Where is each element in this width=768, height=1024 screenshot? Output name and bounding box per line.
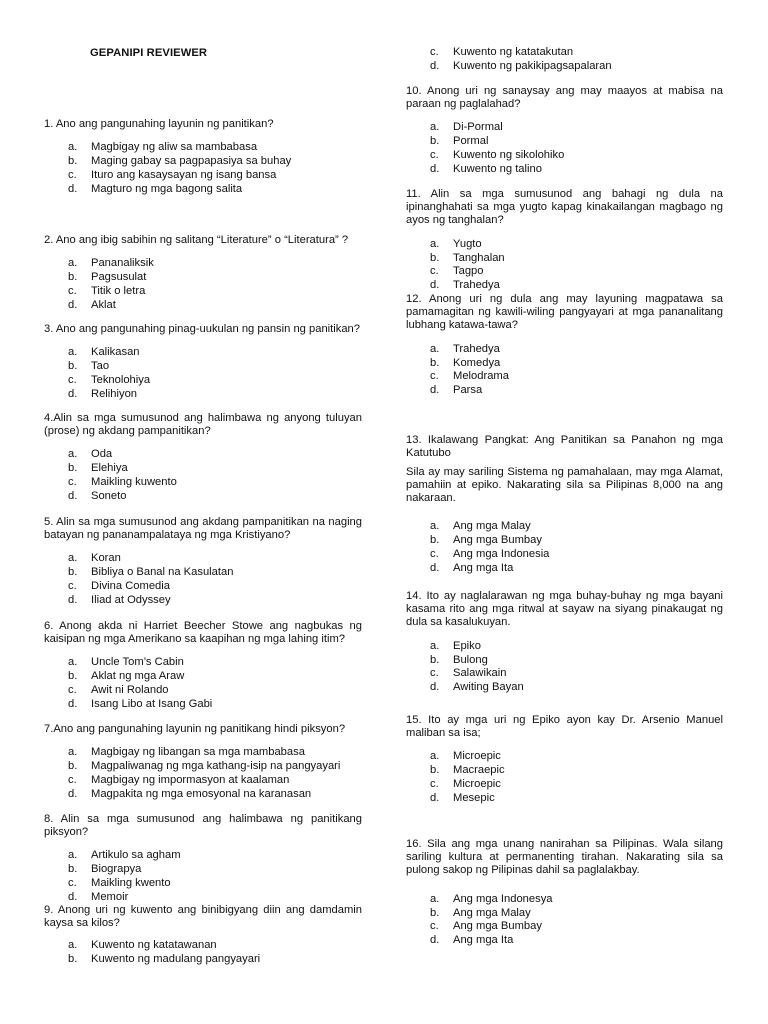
option-text: Titik o letra	[91, 285, 146, 298]
option	[406, 135, 723, 149]
question-9-continued	[406, 46, 723, 74]
option-letter: c.	[430, 667, 439, 680]
question-text: 2. Ano ang ibig sabihin ng salitang “Literature” o “Literatura” ?	[44, 234, 349, 246]
option	[44, 346, 362, 360]
option-letter: a.	[430, 237, 440, 250]
option-letter: b.	[68, 566, 78, 579]
question-text: 9. Anong uri ng kuwento ang binibigyang diin ang damdamin kaysa sa kilos?	[44, 904, 362, 930]
option-letter: c.	[68, 169, 77, 182]
option-letter: c.	[430, 370, 439, 383]
section-paragraph: Sila ay may sariling Sistema ng pamahalaan, may mga Alamat, pamahiin at epiko. Nakarating sila sa Pilipinas 8,000 na ang nakaraan.	[406, 466, 723, 505]
option-text: Ang mga Indonesya	[453, 892, 553, 905]
question-text: 11. Alin sa mga sumusunod ang bahagi ng dula na ipinanghahati sa mga yugto kapag kinakailangan magbago ng ayos ng tanghalan?	[406, 188, 723, 227]
option-letter: a.	[68, 746, 78, 759]
option	[44, 877, 362, 891]
option-letter: a.	[430, 892, 440, 905]
option	[406, 149, 723, 163]
option-text: Di-Pormal	[453, 121, 503, 134]
option	[406, 640, 723, 654]
option-letter: b.	[68, 670, 78, 683]
option-letter: b.	[68, 760, 78, 773]
option-letter: c.	[430, 46, 439, 58]
option	[44, 670, 362, 684]
option-text: Ang mga Indonesia	[453, 547, 550, 560]
option-text: Divina Comedia	[91, 580, 170, 593]
option-text: Pagsusulat	[91, 271, 147, 284]
option-text: Maikling kwento	[91, 877, 171, 890]
option-text: Kalikasan	[91, 346, 140, 359]
question-8	[44, 813, 362, 905]
option-text: Teknolohiya	[91, 374, 151, 387]
option	[44, 552, 362, 566]
question-10	[406, 85, 723, 177]
option-text: Salawikain	[453, 667, 507, 680]
option	[406, 893, 723, 907]
option-letter: d.	[430, 384, 440, 397]
option-text: Tanghalan	[453, 251, 505, 264]
option	[44, 257, 362, 271]
option-text: Kuwento ng katatakutan	[453, 46, 574, 58]
question-14	[406, 590, 723, 695]
option-letter: b.	[68, 360, 78, 373]
option-text: Parsa	[453, 384, 483, 397]
option-letter: c.	[68, 476, 77, 489]
option	[406, 934, 723, 948]
option	[44, 462, 362, 476]
option-text: Pananaliksik	[91, 257, 154, 270]
question-1	[44, 118, 362, 197]
options-list	[44, 746, 362, 802]
option-letter: a.	[68, 849, 78, 862]
option	[406, 654, 723, 668]
option	[406, 121, 723, 135]
option-letter: c.	[430, 149, 439, 162]
options-list	[406, 640, 723, 696]
option	[44, 939, 362, 953]
option-text: Microepic	[453, 750, 501, 763]
option-text: Ituro ang kasaysayan ng isang bansa	[91, 169, 277, 182]
option	[406, 279, 723, 293]
option	[44, 299, 362, 313]
options-list	[44, 939, 362, 967]
question-7	[44, 723, 362, 802]
option-text: Komedya	[453, 356, 501, 369]
question-text: 1. Ano ang pangunahing layunin ng panitikan?	[44, 118, 274, 130]
option-text: Bulong	[453, 653, 488, 666]
option	[44, 746, 362, 760]
option-letter: a.	[68, 141, 78, 154]
question-3	[44, 323, 362, 402]
option	[406, 778, 723, 792]
option	[406, 792, 723, 806]
question-text: 14. Ito ay naglalarawan ng mga buhay-buhay ng mga bayani kasama rito ang mga ritwal at sayaw na siyang pinakaugat ng dula sa kasalukuyan.	[406, 590, 723, 629]
option-letter: d.	[68, 387, 78, 400]
options-list	[406, 238, 723, 294]
option-text: Magbigay ng impormasyon at kaalaman	[91, 774, 290, 787]
option-text: Kuwento ng talino	[453, 163, 542, 176]
option-text: Trahedya	[453, 279, 500, 292]
option-text: Microepic	[453, 778, 501, 791]
option	[44, 169, 362, 183]
option	[44, 374, 362, 388]
option-text: Ang mga Malay	[453, 520, 531, 532]
question-text: 6. Anong akda ni Harriet Beecher Stowe ang nagbukas ng kaisipan ng mga Amerikano sa kaapihan ng mga lahing itim?	[44, 620, 362, 646]
option	[406, 357, 723, 371]
option-letter: c.	[68, 374, 77, 387]
option-letter: d.	[68, 182, 78, 195]
option-letter: d.	[430, 681, 440, 694]
option-letter: b.	[430, 764, 440, 777]
option	[44, 285, 362, 299]
option-letter: a.	[68, 656, 78, 669]
question-12	[406, 293, 723, 398]
option	[44, 774, 362, 788]
option-text: Kuwento ng madulang pangyayari	[91, 953, 261, 966]
option	[44, 698, 362, 712]
question-15	[406, 714, 723, 806]
option-letter: a.	[68, 346, 78, 359]
option-letter: c.	[68, 285, 77, 298]
option-letter: d.	[68, 891, 78, 904]
option-text: Relihiyon	[91, 387, 138, 400]
option-letter: b.	[68, 462, 78, 475]
option	[44, 788, 362, 802]
option	[406, 265, 723, 279]
question-text: 8. Alin sa mga sumusunod ang halimbawa ng panitikang piksyon?	[44, 813, 362, 839]
options-list	[44, 448, 362, 504]
option	[44, 183, 362, 197]
option-text: Maging gabay sa pagpapasiya sa buhay	[91, 155, 292, 168]
option-text: Epiko	[453, 639, 481, 652]
option	[406, 764, 723, 778]
options-list	[44, 849, 362, 905]
option-letter: a.	[430, 342, 440, 355]
option-letter: a.	[68, 939, 78, 952]
option-letter: d.	[430, 279, 440, 292]
option-letter: c.	[68, 877, 77, 890]
question-text: 16. Sila ang mga unang nanirahan sa Pilipinas. Wala silang sariling kultura at permanenting tirahan. Nakarating sila sa pulong sakop ng Pilipinas dahil sa paglalakbay.	[406, 838, 723, 877]
option-letter: c.	[68, 774, 77, 787]
option	[44, 490, 362, 504]
question-11	[406, 188, 723, 293]
option-text: Kuwento ng pakikipagsapalaran	[453, 59, 612, 72]
options-list	[44, 257, 362, 313]
options-list	[406, 46, 723, 74]
option-text: Biograpya	[91, 863, 142, 876]
option	[44, 360, 362, 374]
option-letter: d.	[430, 561, 440, 574]
option	[406, 534, 723, 548]
options-list	[406, 750, 723, 806]
option	[406, 384, 723, 398]
option-text: Tagpo	[453, 265, 484, 278]
option-letter: a.	[430, 121, 440, 134]
options-list	[44, 656, 362, 712]
option-letter: a.	[430, 639, 440, 652]
option	[44, 155, 362, 169]
option	[406, 907, 723, 921]
option-text: Elehiya	[91, 462, 128, 475]
option-text: Magturo ng mga bagong salita	[91, 182, 243, 195]
options-list	[406, 121, 723, 177]
option-letter: a.	[430, 520, 440, 532]
option-letter: b.	[68, 953, 78, 966]
option	[44, 863, 362, 877]
option-letter: d.	[430, 934, 440, 947]
question-9	[44, 904, 362, 967]
option-letter: d.	[430, 792, 440, 805]
option-letter: b.	[68, 271, 78, 284]
option	[44, 849, 362, 863]
option-letter: d.	[68, 787, 78, 800]
option-text: Kuwento ng katatawanan	[91, 939, 217, 952]
option	[44, 566, 362, 580]
question-text: 15. Ito ay mga uri ng Epiko ayon kay Dr. Arsenio Manuel maliban sa isa;	[406, 714, 723, 740]
question-2	[44, 234, 362, 313]
section-heading: 13. Ikalawang Pangkat: Ang Panitikan sa Panahon ng mga Katutubo	[406, 434, 723, 460]
option-text: Oda	[91, 448, 113, 461]
option-letter: c.	[430, 265, 439, 278]
option	[44, 271, 362, 285]
option	[406, 163, 723, 177]
options-list	[44, 346, 362, 402]
option-text: Iliad at Odyssey	[91, 594, 171, 607]
option	[406, 548, 723, 562]
option-text: Magbigay ng libangan sa mga mambabasa	[91, 746, 305, 759]
option-text: Ang mga Malay	[453, 906, 531, 919]
option-text: Yugto	[453, 237, 482, 250]
option	[44, 656, 362, 670]
option	[44, 760, 362, 774]
option-letter: b.	[68, 863, 78, 876]
question-text: 10. Anong uri ng sanaysay ang may maayos at mabisa na paraan ng paglalahad?	[406, 85, 723, 111]
option-letter: b.	[430, 135, 440, 148]
option-text: Ang mga Bumbay	[453, 920, 542, 933]
option-letter: d.	[68, 698, 78, 711]
option	[44, 684, 362, 698]
option-text: Ang mga Bumbay	[453, 533, 542, 546]
option-text: Kuwento ng sikolohiko	[453, 149, 565, 162]
option-text: Melodrama	[453, 370, 509, 383]
question-text: 4.Alin sa mga sumusunod ang halimbawa ng anyong tuluyan (prose) ng akdang pampanitikan?	[44, 412, 362, 438]
option	[406, 562, 723, 576]
question-16	[406, 838, 723, 948]
option-letter: c.	[68, 684, 77, 697]
option-letter: d.	[430, 59, 440, 72]
option-text: Pormal	[453, 135, 489, 148]
option-text: Tao	[91, 360, 110, 373]
option-text: Aklat ng mga Araw	[91, 670, 185, 683]
option-text: Ang mga Ita	[453, 934, 514, 947]
option	[44, 388, 362, 402]
option	[406, 750, 723, 764]
option-text: Memoir	[91, 891, 129, 904]
option-text: Awiting Bayan	[453, 681, 524, 694]
option	[406, 46, 723, 60]
option	[406, 920, 723, 934]
option	[406, 252, 723, 266]
option-text: Magbigay ng aliw sa mambabasa	[91, 141, 258, 154]
option	[406, 520, 723, 534]
option	[44, 594, 362, 608]
option-text: Mesepic	[453, 792, 495, 805]
document-title: GEPANIPI REVIEWER	[90, 47, 208, 59]
option-letter: a.	[430, 750, 440, 763]
options-list	[406, 893, 723, 949]
option-letter: c.	[430, 920, 439, 933]
option-text: Magpakita ng mga emosyonal na karanasan	[91, 787, 312, 800]
option-text: Maikling kuwento	[91, 476, 177, 489]
option-text: Aklat	[91, 298, 116, 311]
option-letter: c.	[430, 547, 439, 560]
option-letter: d.	[430, 163, 440, 176]
options-list	[44, 552, 362, 608]
option-text: Ang mga Ita	[453, 561, 514, 574]
option-text: Koran	[91, 552, 121, 565]
option-text: Uncle Tom’s Cabin	[91, 656, 184, 669]
question-text: 5. Alin sa mga sumusunod ang akdang pampanitikan na naging batayan ng pananampalataya ng mga Kristiyano?	[44, 516, 362, 542]
option-text: Artikulo sa agham	[91, 849, 181, 862]
option-letter: c.	[430, 778, 439, 791]
option-text: Awit ni Rolando	[91, 684, 169, 697]
option-letter: b.	[68, 155, 78, 168]
option	[406, 667, 723, 681]
question-text: 7.Ano ang pangunahing layunin ng panitikang hindi piksyon?	[44, 723, 346, 735]
question-text: 12. Anong uri ng dula ang may layuning magpatawa sa pamamagitan ng kawili-wiling pangyayari at mga pananalitang lubhang katawa-tawa?	[406, 293, 723, 332]
option-letter: c.	[68, 580, 77, 593]
option-text: Trahedya	[453, 342, 500, 355]
option-text: Macraepic	[453, 764, 505, 777]
question-13-options	[406, 520, 723, 576]
option-letter: b.	[430, 356, 440, 369]
option-letter: b.	[430, 251, 440, 264]
question-6	[44, 620, 362, 712]
option-letter: b.	[430, 533, 440, 546]
option-text: Magpaliwanag ng mga kathang-isip na pangyayari	[91, 760, 341, 773]
option-letter: d.	[68, 594, 78, 607]
option-text: Bibliya o Banal na Kasulatan	[91, 566, 234, 579]
option-letter: a.	[68, 448, 78, 461]
options-list	[406, 343, 723, 399]
option	[406, 343, 723, 357]
question-4	[44, 412, 362, 504]
question-5	[44, 516, 362, 608]
option-letter: a.	[68, 552, 78, 565]
question-text: 3. Ano ang pangunahing pinag-uukulan ng pansin ng panitikan?	[44, 323, 361, 335]
option	[44, 580, 362, 594]
option-text: Isang Libo at Isang Gabi	[91, 698, 213, 711]
options-list	[44, 141, 362, 197]
option	[44, 448, 362, 462]
option-letter: a.	[68, 257, 78, 270]
option	[44, 953, 362, 967]
option	[44, 141, 362, 155]
option-letter: d.	[68, 490, 78, 503]
option	[406, 681, 723, 695]
option	[406, 60, 723, 74]
option	[406, 238, 723, 252]
option-letter: d.	[68, 298, 78, 311]
option-letter: b.	[430, 906, 440, 919]
options-list	[406, 520, 723, 576]
option	[406, 370, 723, 384]
option-letter: b.	[430, 653, 440, 666]
option	[44, 891, 362, 905]
option	[44, 476, 362, 490]
option-text: Soneto	[91, 490, 127, 503]
